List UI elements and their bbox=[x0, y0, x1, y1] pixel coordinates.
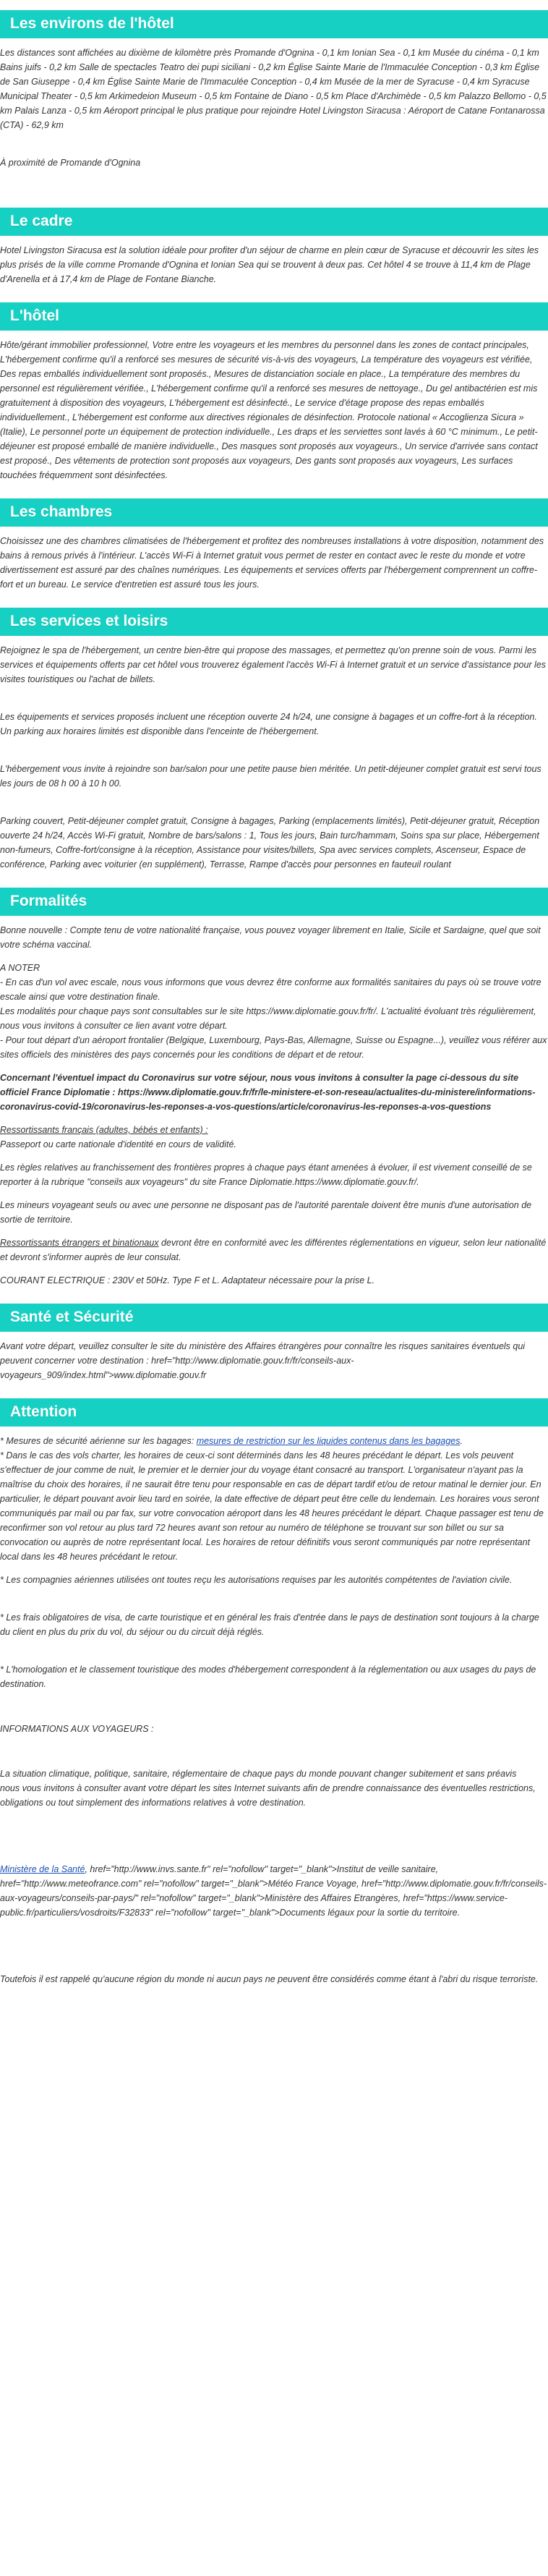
section-title-sante: Santé et Sécurité bbox=[0, 1304, 548, 1332]
environs-distances: Les distances sont affichées au dixième de kilomètre près Promande d'Ognina - 0,1 km Ionian Sea - 0,1 km Musée du cinéma - 0,1 km Bains juifs - 0,2 km Salle de spectacles Teatro dei pupi siciliani - 0,2 km Église Sainte Marie de l'Immaculée Conception - 0,3 km Église de San Giuseppe - 0,4 km Église Sainte Marie de l'Immaculée Conception - 0,4 km Musée de la mer de Syracuse - 0,4 km Syracuse Municipal Theater - 0,5 km Arkimedeion Museum - 0,5 km Fontaine de Diano - 0,5 km Place d'Archimède - 0,5 km Palazzo Bellomo - 0,5 km Palais Lanza - 0,5 km Aéroport principal le plus pratique pour rejoindre Hotel Livingston Siracusa : Aéroport de Catane Fontanarossa (CTA) - 62,9 km bbox=[0, 48, 547, 130]
attention-frais: * Les frais obligatoires de visa, de carte touristique et en général les frais d'entrée dans le pays de destination sont toujours à la charge du client en plus du prix du vol, du séjour ou du circuit déjà réglés. bbox=[0, 1612, 539, 1637]
attention-situation-1: La situation climatique, politique, sanitaire, réglementaire de chaque pays du monde pouvant changer subitement et sans préavis bbox=[0, 1769, 517, 1779]
attention-vols-charter: * Dans le cas des vols charter, les horaires de ceux-ci sont déterminés dans les 48 heures précédant le départ. Les vols peuvent s'effectuer de jour comme de nuit, le premier et le dernier jour du voyage étant consacré au transport. L'organisateur n'ayant pas la maîtrise du choix des horaires, il ne saurait être tenu pour responsable en cas de départ tardif et/ou de retour matinal le dernier jour. En particulier, le départ pouvant avoir lieu tard en soirée, la date effective de départ peut être celle du lendemain. Les horaires vous seront communiqués par mail ou par fax, sur votre convocation aéroport dans les 48 heures précédant le départ. Chaque passager est tenu de reconfirmer son vol retour au plus tard 72 heures avant son retour au numéro de téléphone se trouvant sur son billet ou sur sa convocation ou auprès de notre représentant local. Les horaires de retour définitifs vous seront communiqués par notre représentant local dans les 48 heures précédant le retour. bbox=[0, 1450, 544, 1562]
formalites-note-frontalier: - Pour tout départ d'un aéroport frontalier (Belgique, Luxembourg, Pays-Bas, Allemagne, Suisse ou Espagne...), veuillez vous référer aux sites officiels des ministères des pays concernés pour les conditions de départ et de retour. bbox=[0, 1035, 547, 1060]
section-title-attention: Attention bbox=[0, 1398, 548, 1427]
services-liste: Parking couvert, Petit-déjeuner complet gratuit, Consigne à bagages, Parking (emplacements limités), Petit-déjeuner gratuit, Réception ouverte 24 h/24, Accès Wi-Fi gratuit, Nombre de bars/salons : 1, Tous les jours, Bain turc/hammam, Soins spa sur place, Hébergement non-fumeurs, Coffre-fort/consigne à la réception, Assistance pour visites/billets, Spa avec services complets, Ascenseur, Espace de conférence, Parking avec voiturier (en supplément), Terrasse, Rampe d'accès pour personnes en fauteuil roulant bbox=[0, 816, 540, 870]
attention-liens bbox=[0, 1862, 548, 1920]
hotel-mesures: Hôte/gérant immobilier professionnel, Votre entre les voyageurs et les membres du personnel dans les zones de contact principales, L'hébergement confirme qu'il a renforcé ses mesures de sécurité vis-à-vis des voyageurs, La température des voyageurs est vérifiée, Des repas emballés individuellement sont proposés., Mesures de distanciation sociale en place., La température des membres du personnel est régulièrement vérifiée., L'hébergement confirme qu'il a renforcé ses mesures de nettoyage., Du gel antibactérien est mis gratuitement à disposition des voyageurs, L'hébergement est désinfecté., Le service d'étage propose des repas emballés individuellement., L'hébergement est conforme aux directives régionales de désinfection. Protocole national « Accoglienza Sicura » (Italie), Le personnel porte un équipement de protection individuelle., Les draps et les serviettes sont lavés à 60 °C minimum., Le petit-déjeuner est proposé emballé de manière individuelle., Des masques sont proposés aux voyageurs., Un service d'arrivée sans contact est proposé., Des vêtements de protection sont proposés aux voyageurs, Des gants sont proposés aux voyageurs, Les surfaces touchées fréquemment sont désinfectées. bbox=[0, 340, 538, 480]
attention-homologation: * L'homologation et le classement touristique des modes d'hébergement correspondent à la réglementation ou aux usages du pays de destination. bbox=[0, 1665, 536, 1689]
section-sante bbox=[0, 1304, 548, 1382]
attention-infos-heading: INFORMATIONS AUX VOYAGEURS : bbox=[0, 1724, 154, 1734]
section-attention bbox=[0, 1398, 548, 1986]
attention-bagages-end: . bbox=[460, 1436, 463, 1446]
spacer bbox=[0, 1929, 548, 1972]
formalites-fr-document: Passeport ou carte nationale d'identité en cours de validité. bbox=[0, 1139, 236, 1149]
section-content-formalites bbox=[0, 923, 548, 1288]
section-content-services bbox=[0, 643, 548, 872]
attention-bagages bbox=[0, 1434, 548, 1448]
spacer bbox=[0, 1745, 548, 1767]
section-title-chambres: Les chambres bbox=[0, 498, 548, 527]
section-content-hotel bbox=[0, 338, 548, 483]
formalites-mineurs: Les mineurs voyageant seuls ou avec une personne ne disposant pas de l'autorité parentale doivent être munis d'une autorisation de sortie de territoire. bbox=[0, 1200, 532, 1225]
formalites-covid: Concernant l'éventuel impact du Coronavirus sur votre séjour, nous vous invitons à consulter la page ci-dessous du site officiel France Diplomatie : https://www.diplomatie.gouv.fr/fr/le-ministere-et-son-reseau/actualites-du-ministere/informations-coronavirus-covid-19/coronavirus-les-reponses-a-vos-questions/article/coronavirus-les-reponses-a-vos-questions bbox=[0, 1073, 536, 1112]
attention-liens-text: , href="http://www.invs.sante.fr" rel="nofollow" target="_blank">Institut de veille sanitaire, href="http://www.meteofrance.com" rel="nofollow" target="_blank">Météo France Voyage, href="http://www.diplomatie.gouv.fr/fr/conseils-aux-voyageurs/conseils-par-pays/" rel="nofollow" target="_blank">Ministère des Affaires Etrangères, href="https://www.service-public.fr/particuliers/vosdroits/F32833" rel="nofollow" target="_blank">Documents légaux pour la sortie du territoire. bbox=[0, 1864, 547, 1918]
blank-line bbox=[0, 1648, 548, 1662]
section-hotel bbox=[0, 302, 548, 483]
section-title-environs: Les environs de l'hôtel bbox=[0, 10, 548, 38]
blank-line bbox=[0, 747, 548, 762]
section-title-formalites: Formalités bbox=[0, 888, 548, 916]
services-equipements: Les équipements et services proposés incluent une réception ouverte 24 h/24, une consigne à bagages et un coffre-fort à la réception. Un parking aux horaires limités est disponible dans l'enceinte de l'hébergement. bbox=[0, 712, 537, 736]
blank-line bbox=[0, 141, 548, 156]
spacer bbox=[0, 186, 548, 208]
section-services bbox=[0, 608, 548, 872]
attention-compagnies: * Les compagnies aériennes utilisées ont toutes reçu les autorisations requises par les autorités compétentes de l'aviation civile. bbox=[0, 1575, 513, 1585]
liquides-restriction-link[interactable]: mesures de restriction sur les liquides contenus dans les bagages bbox=[196, 1436, 461, 1446]
formalites-fr-heading: Ressortissants français (adultes, bébés et enfants) : bbox=[0, 1125, 208, 1135]
environs-proximite: À proximité de Promande d'Ognina bbox=[0, 158, 141, 168]
blank-line bbox=[0, 1596, 548, 1610]
section-content-chambres bbox=[0, 534, 548, 592]
section-content-environs bbox=[0, 46, 548, 170]
section-chambres bbox=[0, 498, 548, 592]
formalites-etrangers bbox=[0, 1236, 548, 1264]
section-content-sante bbox=[0, 1339, 548, 1382]
ministere-sante-link[interactable]: Ministère de la Santé bbox=[0, 1864, 85, 1874]
section-title-services: Les services et loisirs bbox=[0, 608, 548, 636]
formalites-bonne-nouvelle: Bonne nouvelle : Compte tenu de votre nationalité française, vous pouvez voyager librement en Italie, Sicile et Sardaigne, quel que soit votre schéma vaccinal. bbox=[0, 925, 541, 950]
formalites-note-title: A NOTER bbox=[0, 963, 40, 973]
formalites-etrangers-heading: Ressortissants étrangers et binationaux bbox=[0, 1238, 159, 1248]
section-formalites bbox=[0, 888, 548, 1288]
section-title-hotel: L'hôtel bbox=[0, 302, 548, 331]
section-cadre bbox=[0, 208, 548, 286]
services-bar: L'hébergement vous invite à rejoindre son bar/salon pour une petite pause bien méritée. Un petit-déjeuner complet gratuit est servi tous les jours de 08 h 00 à 10 h 00. bbox=[0, 764, 541, 788]
formalites-etrangers-text: devront être en conformité avec les différentes réglementations en vigueur, selon leur nationalité et devront s'informer auprès de leur consulat. bbox=[0, 1238, 547, 1262]
spacer bbox=[0, 1700, 548, 1722]
blank-line bbox=[0, 799, 548, 814]
section-title-cadre: Le cadre bbox=[0, 208, 548, 236]
section-environs bbox=[0, 10, 548, 170]
formalites-courant: COURANT ELECTRIQUE : 230V et 50Hz. Type F et L. Adaptateur nécessaire pour la prise L. bbox=[0, 1275, 375, 1285]
chambres-description: Choisissez une des chambres climatisées de l'hébergement et profitez des nombreuses installations à votre disposition, notamment des bains à remous privés à l'intérieur. L'accès Wi-Fi à Internet gratuit vous permet de rester en contact avec le reste du monde et votre divertissement est assuré par des chaînes numériques. Les équipements et services offerts par l'hébergement comprennent un coffre-fort et un bureau. Le service d'entretien est assuré tous les jours. bbox=[0, 536, 544, 590]
sante-description: Avant votre départ, veuillez consulter le site du ministère des Affaires étrangères pour connaître les risques sanitaires éventuels qui peuvent concerner votre destination : href="http://www.diplomatie.gouv.fr/fr/conseils-aux-voyageurs_909/index.html">www.diplomatie.gouv.fr bbox=[0, 1341, 526, 1380]
formalites-regles: Les règles relatives au franchissement des frontières propres à chaque pays étant amenées à évoluer, il est vivement conseillé de se reporter à la rubrique "conseils aux voyageurs" du site France Diplomatie.https://www.diplomatie.gouv.fr/. bbox=[0, 1162, 532, 1187]
formalites-note-escale: - En cas d'un vol avec escale, nous vous informons que vous devrez être conforme aux formalités sanitaires du pays où se trouve votre escale ainsi que votre destination finale. bbox=[0, 977, 541, 1002]
attention-situation-2: nous vous invitons à consulter avant votre départ les sites Internet suivants afin de prendre connaissance des éventuelles restrictions, obligations ou tout simplement des informations relatives à votre destination. bbox=[0, 1783, 536, 1808]
section-content-cadre bbox=[0, 243, 548, 286]
services-spa: Rejoignez le spa de l'hébergement, un centre bien-être qui propose des massages, et permettez qu'on prenne soin de vous. Parmi les services et équipements offerts par cet hôtel vous trouverez également l'accès Wi-Fi à Internet gratuit et un service d'assistance pour les visites touristiques ou l'achat de billets. bbox=[0, 645, 547, 684]
section-content-attention bbox=[0, 1434, 548, 1986]
blank-line bbox=[0, 695, 548, 710]
formalites-note-modalites: Les modalités pour chaque pays sont consultables sur le site https://www.diplomatie.gouv.fr/fr/. L'actualité évoluant très régulièrement, nous vous invitons à consulter ce lien avant votre départ. bbox=[0, 1006, 536, 1031]
attention-terrorisme: Toutefois il est rappelé qu'aucune région du monde ni aucun pays ne peuvent être considérés comme étant à l'abri du risque terroriste. bbox=[0, 1974, 539, 1984]
spacer bbox=[0, 1819, 548, 1862]
cadre-description: Hotel Livingston Siracusa est la solution idéale pour profiter d'un séjour de charme en plein cœur de Syracuse et découvrir les sites les plus prisés de la ville comme Promande d'Ognina et Ionian Sea qui se trouvent à deux pas. Cet hôtel 4 se trouve à 11,4 km de Plage d'Arenella et à 17,4 km de Plage de Fontane Bianche. bbox=[0, 245, 539, 284]
attention-bagages-text: * Mesures de sécurité aérienne sur les bagages: bbox=[0, 1436, 197, 1446]
